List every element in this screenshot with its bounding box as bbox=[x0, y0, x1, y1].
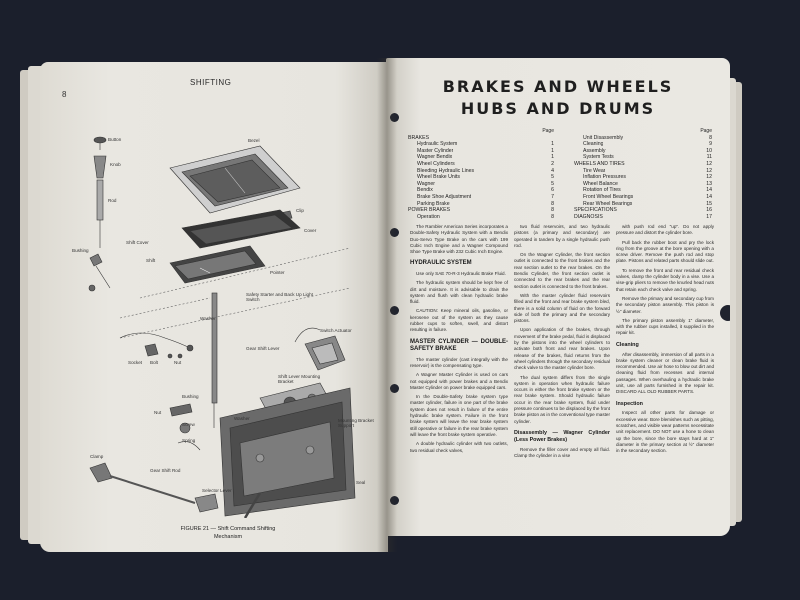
text-column-2 bbox=[514, 224, 610, 462]
toc-entry-page: 12 bbox=[706, 160, 712, 167]
toc-entry-page: 1 bbox=[551, 154, 554, 161]
toc-entry bbox=[408, 201, 554, 208]
toc-entry bbox=[408, 161, 554, 168]
toc-entry-label: Cleaning bbox=[583, 141, 604, 148]
toc-entry bbox=[408, 168, 554, 175]
label-socket: Socket bbox=[128, 360, 143, 365]
figure-caption-line1: FIGURE 21 — Shift Command Shifting bbox=[180, 526, 276, 532]
toc-entry-label: WHEELS AND TIRES bbox=[574, 160, 625, 167]
label-spring: Spring bbox=[182, 438, 196, 443]
paragraph: Inspect all other parts for damage or excessive wear. Bore blemishes such as pitting, scratches, and visible wear patterns necessitate unit replacement. DO NOT use a hone to clean up the bore, since the bore stays hard at 1" diameter in the primary section at ½" diameter in the secondary section. bbox=[616, 410, 714, 454]
paragraph: On the Wagner Cylinder, the front section outlet is connected to the front brakes and the rear section outlet to the rear brakes. On the Bendix Cylinder, the front section outlet is connected to the rear brakes and the rear section outlet is connected to the front brakes. bbox=[514, 252, 610, 289]
toc-entry-page: 12 bbox=[706, 167, 712, 174]
paragraph: The Rambler American Series incorporates a Double-Safety Hydraulic System with a Bendix Duo-Servo Type Brake on the cars with 199 Cubic Inch Engine and a Wagner Compound Shoe Type Brake with 232 Cubic Inch Engine. bbox=[410, 224, 508, 255]
left-page bbox=[40, 62, 388, 552]
toc-entry bbox=[408, 187, 554, 194]
toc-entry-label: Rotation of Tires bbox=[583, 187, 621, 194]
paragraph: A Wagner Master Cylinder is used on cars not equipped with power brakes and a Bendix Master Cylinder on power brake equipped cars. bbox=[410, 372, 508, 390]
toc-page-header: Page bbox=[542, 128, 554, 134]
toc-entry-label: Master Cylinder bbox=[417, 147, 454, 154]
toc-entry bbox=[574, 135, 712, 142]
label-rod: Rod bbox=[108, 198, 117, 203]
label-washer-lower: Washer bbox=[234, 416, 250, 421]
label-shift-cover: Shift Cover bbox=[126, 240, 149, 245]
toc-entry bbox=[574, 187, 712, 194]
book-gutter bbox=[377, 58, 397, 552]
toc-entry bbox=[574, 194, 712, 201]
toc-entry-page: 2 bbox=[551, 160, 554, 167]
paragraph: Upon application of the brakes, through movement of the brake pedal, fluid is displaced by the pistons into the wheel cylinders to activate both front and rear brakes. Upon release of the brakes, fluid returns from the wheel cylinders through the secondary residual check valve to the master cylinder bore. bbox=[514, 327, 610, 371]
toc-entry-page: 15 bbox=[706, 200, 712, 207]
label-shift: Shift bbox=[146, 258, 156, 263]
paragraph: The primary piston assembly 1" diameter, with the rubber cups installed, it supplied in the repair kit. bbox=[616, 317, 714, 336]
paragraph: Pull back the rubber boot and pry the lock ring from the groove at the bore opening with a screw driver. Remove the push rod and stop plate. Pistons and related parts should slide out. bbox=[616, 239, 714, 264]
toc-entry bbox=[408, 154, 554, 161]
toc-entry-page: 5 bbox=[551, 180, 554, 187]
toc-page-header: Page bbox=[700, 128, 712, 134]
label-cover: Cover bbox=[304, 228, 317, 233]
section-heading-inspection: Inspection bbox=[616, 400, 643, 407]
toc-entry-page: 17 bbox=[706, 213, 712, 220]
toc-entry-label: DIAGNOSIS bbox=[574, 213, 603, 220]
toc-entry-page: 10 bbox=[706, 147, 712, 154]
table-of-contents-col2 bbox=[574, 128, 712, 220]
label-bushing-lower: Bushing bbox=[182, 394, 199, 399]
toc-entry-page: 16 bbox=[706, 207, 712, 214]
toc-entry-label: Wagner bbox=[417, 180, 435, 187]
toc-entry-page: 11 bbox=[706, 154, 712, 161]
toc-entry-page: 4 bbox=[551, 167, 554, 174]
paragraph: To remove the front and rear residual check valves, clamp the cylinder body in a vise. Use a vise-grip pliers to remove the knurled head nuts that retain each check valve and spring. bbox=[616, 267, 714, 292]
toc-entry-label: Wheel Balance bbox=[583, 180, 618, 187]
paragraph: two fluid reservoirs, and two hydraulic pistons (a primary and secondary) are operated in tandem by a single hydraulic push rod. bbox=[514, 224, 610, 248]
toc-entry-label: BRAKES bbox=[408, 134, 430, 141]
chapter-title-line2: HUBS AND DRUMS bbox=[460, 99, 656, 118]
toc-entry-page: 8 bbox=[551, 207, 554, 214]
toc-entry bbox=[574, 168, 712, 175]
paragraph: The hydraulic system should be kept free of dirt and moisture. It is advisable to drain the system and flush with clean hydraulic brake fluid. bbox=[410, 280, 508, 305]
paragraph: After disassembly, immersion of all parts in a brake system cleaner or clean brake fluid is recommended. Use air hose to blow out dirt and cleaning fluid from recesses and internal passages. When overhauling a hydraulic brake unit, use all parts furnished in the repair kit. DISCARD ALL OLD RUBBER PARTS. bbox=[616, 351, 714, 395]
toc-entry bbox=[574, 201, 712, 208]
figure-caption-line2: Mechanism bbox=[213, 534, 243, 540]
toc-entry-label: SPECIFICATIONS bbox=[574, 207, 617, 214]
toc-entry-label: Bendix bbox=[417, 187, 433, 194]
paragraph: Remove the filler cover and empty all fluid. Clamp the cylinder in a vise bbox=[514, 446, 610, 458]
toc-entry-page: 9 bbox=[709, 141, 712, 148]
toc-entry-page: 1 bbox=[551, 147, 554, 154]
label-nut-lower: Nut bbox=[154, 410, 162, 415]
toc-entry-page bbox=[551, 135, 554, 142]
label-bracket-support: Mounting Bracket Support bbox=[338, 418, 374, 429]
chapter-title bbox=[408, 76, 708, 120]
toc-entry-label: Wheel Brake Units bbox=[417, 174, 460, 181]
toc-entry-label: Wagner Bendix bbox=[417, 154, 453, 161]
toc-entry-page: 14 bbox=[706, 187, 712, 194]
label-safety-starter-switch: Safety Starter and Back Up Light Switch bbox=[246, 292, 313, 303]
label-knob: Knob bbox=[110, 162, 121, 167]
toc-entry bbox=[408, 194, 554, 201]
label-selector-lever: Selector Lever bbox=[202, 488, 232, 493]
toc-entry-label: Assembly bbox=[583, 147, 606, 154]
section-heading-master-cylinder: MASTER CYLINDER — DOUBLE-SAFETY BRAKE bbox=[410, 338, 508, 353]
label-clamp: Clamp bbox=[90, 454, 104, 459]
toc-entry-page: 8 bbox=[551, 213, 554, 220]
toc-entry bbox=[408, 181, 554, 188]
toc-entry-label: POWER BRAKES bbox=[408, 207, 451, 214]
label-gear-shift-lever: Gear Shift Lever bbox=[246, 346, 280, 351]
section-heading-disassembly: Disassembly — Wagner Cylinder (Less Power Brakes) bbox=[514, 429, 610, 443]
shift-mechanism-exploded-diagram bbox=[50, 98, 380, 518]
toc-entry bbox=[408, 148, 554, 155]
text-column-1 bbox=[410, 224, 508, 457]
toc-entry bbox=[408, 207, 554, 214]
toc-entry bbox=[408, 141, 554, 148]
toc-entry-page: 6 bbox=[551, 187, 554, 194]
label-bolt: Bolt bbox=[150, 360, 158, 365]
label-seal: Seal bbox=[356, 480, 366, 485]
paragraph: The dual system differs from the single system in operation when hydraulic failure occurs in either the front brake system or the rear brake system. Should hydraulic failure occur in the rear brake system, fluid under pressure continues to be displaced by the front brake piston as in the conventional type master cylinder. bbox=[514, 374, 611, 424]
toc-entry-label: Wheel Cylinders bbox=[417, 160, 455, 167]
toc-entry-page: 8 bbox=[551, 200, 554, 207]
label-bezel: Bezel bbox=[248, 138, 260, 143]
toc-entry bbox=[574, 161, 712, 168]
section-heading-hydraulic-system: HYDRAULIC SYSTEM bbox=[410, 260, 472, 267]
toc-entry-label: Rear Wheel Bearings bbox=[583, 200, 633, 207]
toc-entry-page: 12 bbox=[706, 174, 712, 181]
toc-entry-page: 1 bbox=[551, 141, 554, 148]
paragraph: The master cylinder (cast integrally with the reservoir) is the compensating type. bbox=[410, 356, 508, 368]
toc-entry-page: 7 bbox=[551, 193, 554, 200]
running-head: SHIFTING bbox=[190, 78, 232, 87]
label-clip: Clip bbox=[296, 208, 304, 213]
toc-entry bbox=[574, 214, 712, 221]
toc-entry-label: Tire Wear bbox=[583, 167, 606, 174]
toc-entry bbox=[574, 181, 712, 188]
toc-entry bbox=[574, 154, 712, 161]
toc-entry bbox=[574, 141, 712, 148]
paragraph: with push rod end "up". Do not apply pressure and distort the cylinder bore. bbox=[616, 224, 714, 236]
label-washer-top: Washer bbox=[200, 316, 216, 321]
chapter-title-line1: BRAKES AND WHEELS bbox=[442, 77, 674, 96]
index-notch bbox=[720, 305, 730, 321]
toc-entry bbox=[574, 174, 712, 181]
text-column-3 bbox=[616, 224, 714, 458]
label-shift-lever-bracket: Shift Lever Mounting Bracket bbox=[278, 374, 321, 385]
toc-entry-page: 5 bbox=[551, 174, 554, 181]
label-nut-top: Nut bbox=[174, 360, 182, 365]
toc-entry-page: 8 bbox=[709, 134, 712, 141]
toc-entry bbox=[408, 174, 554, 181]
toc-entry-page: 13 bbox=[706, 180, 712, 187]
toc-entry bbox=[574, 207, 712, 214]
label-screw: Screw bbox=[182, 422, 195, 427]
paragraph: Remove the primary and secondary cup from the secondary piston assembly. This piston is ½" diameter. bbox=[616, 295, 714, 314]
toc-entry-label: Inflation Pressures bbox=[583, 174, 626, 181]
toc-entry bbox=[408, 135, 554, 142]
paragraph: A double hydraulic cylinder with two outlets, two residual check valves, bbox=[410, 441, 508, 453]
page-number: 8 bbox=[62, 90, 67, 99]
paragraph: With the master cylinder fluid reservoirs filled and the front and rear brake system bled, there is a solid column of fluid on the forward side of both the primary and the secondary pistons. bbox=[514, 292, 610, 324]
paragraph: Use only SAE 70-R-3 Hydraulic Brake Fluid. bbox=[416, 270, 506, 276]
toc-entry-label: System Tests bbox=[583, 154, 614, 161]
toc-entry-label: Parking Brake bbox=[417, 200, 450, 207]
toc-entry bbox=[574, 148, 712, 155]
label-gear-shift-rod: Gear Shift Rod bbox=[150, 468, 181, 473]
paragraph: In the Double-Safety brake system type master cylinder, failure in one part of the brake system does not result in failure of the entire hydraulic brake system. Failure in the front brake system will leave the rear brake system still operative or failure in the rear brake system will leave the front brake system operative. bbox=[410, 394, 508, 437]
caution-paragraph: CAUTION: Keep mineral oils, gasoline, or kerosene out of the system as they cause rubber cups to soften, swell, and distort resulting in failure. bbox=[410, 308, 508, 333]
toc-entry-label: Brake Shoe Adjustment bbox=[417, 193, 472, 200]
label-button: Button bbox=[108, 137, 122, 142]
toc-entry bbox=[408, 214, 554, 221]
toc-entry-label: Unit Disassembly bbox=[583, 134, 624, 141]
right-page bbox=[386, 58, 730, 536]
label-bushing: Bushing bbox=[72, 248, 89, 253]
toc-entry-label: Operation bbox=[417, 213, 440, 220]
section-heading-cleaning: Cleaning bbox=[616, 341, 639, 348]
toc-entry-page: 14 bbox=[706, 193, 712, 200]
table-of-contents-col1 bbox=[408, 128, 554, 220]
label-switch-actuator: Switch Actuator bbox=[320, 328, 352, 333]
label-pointer: Pointer bbox=[270, 270, 285, 275]
toc-entry-label: Bleeding Hydraulic Lines bbox=[417, 167, 475, 174]
figure-caption bbox=[168, 525, 288, 541]
toc-entry-label: Hydraulic System bbox=[417, 141, 458, 148]
toc-entry-label: Front Wheel Bearings bbox=[583, 193, 634, 200]
